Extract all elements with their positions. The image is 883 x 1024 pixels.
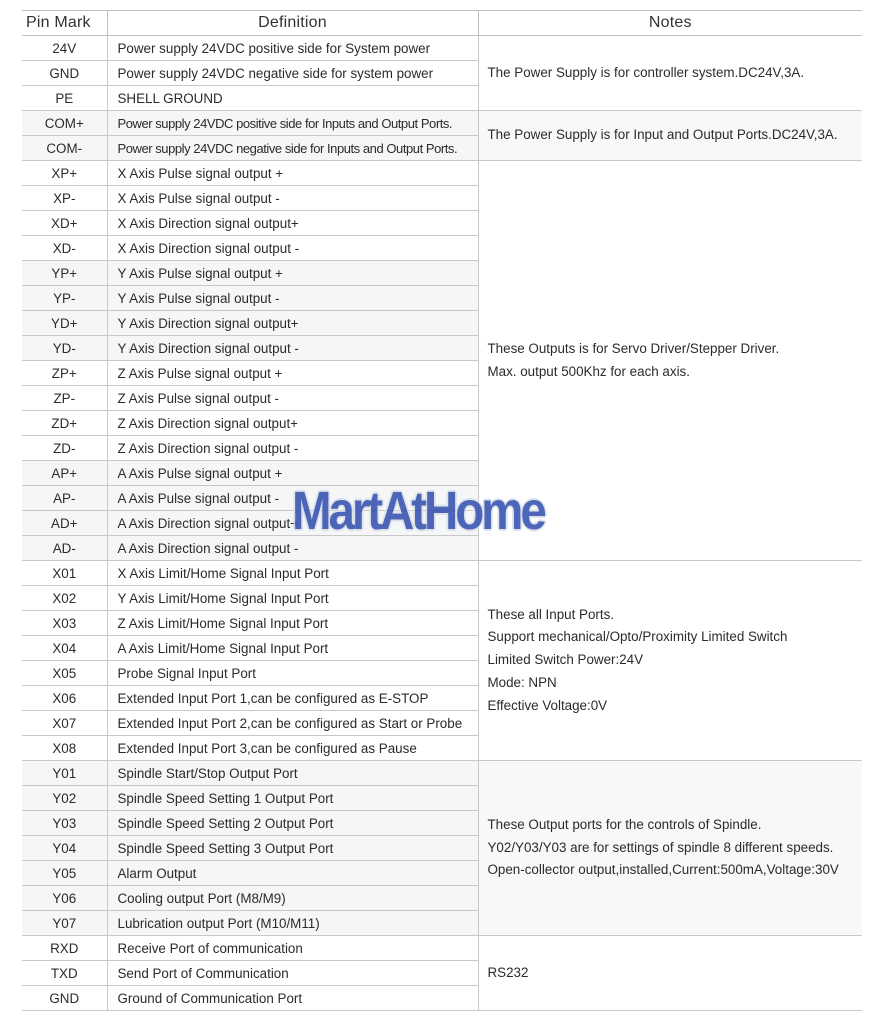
definition-cell: Z Axis Pulse signal output + xyxy=(107,361,478,386)
pin-mark-cell: TXD xyxy=(22,961,107,986)
pin-mark-cell: YP- xyxy=(22,286,107,311)
definition-cell: Y Axis Direction signal output - xyxy=(107,336,478,361)
table-body xyxy=(22,36,862,1011)
definition-cell: Y Axis Limit/Home Signal Input Port xyxy=(107,586,478,611)
pin-mark-cell: Y03 xyxy=(22,811,107,836)
note-line: The Power Supply is for controller system.DC24V,3A. xyxy=(487,64,805,80)
pin-mark-cell: GND xyxy=(22,986,107,1011)
pin-mark-cell: GND xyxy=(22,61,107,86)
pin-mark-cell: PE xyxy=(22,86,107,111)
pin-mark-cell: Y04 xyxy=(22,836,107,861)
pin-mark-cell: XP- xyxy=(22,186,107,211)
definition-cell: A Axis Pulse signal output + xyxy=(107,461,478,486)
pin-mark-cell: X07 xyxy=(22,711,107,736)
note-line: The Power Supply is for Input and Output Ports.DC24V,3A. xyxy=(487,127,838,143)
pin-mark-cell: XD- xyxy=(22,236,107,261)
definition-cell: Z Axis Pulse signal output - xyxy=(107,386,478,411)
table-row xyxy=(22,561,862,586)
definition-cell: X Axis Limit/Home Signal Input Port xyxy=(107,561,478,586)
notes-cell xyxy=(478,161,862,561)
pin-mark-cell: ZD- xyxy=(22,436,107,461)
pin-mark-cell: YD- xyxy=(22,336,107,361)
pin-mark-cell: X03 xyxy=(22,611,107,636)
pin-mark-cell: AP- xyxy=(22,486,107,511)
pin-mark-cell: ZD+ xyxy=(22,411,107,436)
definition-cell: Spindle Start/Stop Output Port xyxy=(107,761,478,786)
header-definition: Definition xyxy=(107,11,478,36)
note-line: These Output ports for the controls of Spindle. xyxy=(487,816,762,832)
definition-cell: X Axis Pulse signal output + xyxy=(107,161,478,186)
note-line: These Outputs is for Servo Driver/Stepper Driver. xyxy=(487,340,780,356)
header-pin-mark: Pin Mark xyxy=(22,11,107,36)
header-notes: Notes xyxy=(478,11,862,36)
table-row xyxy=(22,936,862,961)
note-line: RS232 xyxy=(487,964,529,980)
definition-cell: Extended Input Port 2,can be configured as Start or Probe xyxy=(107,711,478,736)
note-line: Y02/Y03/Y03 are for settings of spindle 8 different speeds. xyxy=(487,839,834,855)
pin-mark-cell: X01 xyxy=(22,561,107,586)
definition-cell: SHELL GROUND xyxy=(107,86,478,111)
definition-cell: Ground of Communication Port xyxy=(107,986,478,1011)
definition-cell: Y Axis Pulse signal output + xyxy=(107,261,478,286)
definition-cell: X Axis Pulse signal output - xyxy=(107,186,478,211)
notes-cell xyxy=(478,936,862,1011)
pin-mark-cell: Y01 xyxy=(22,761,107,786)
pin-mark-cell: XP+ xyxy=(22,161,107,186)
definition-cell: Z Axis Direction signal output - xyxy=(107,436,478,461)
note-line: Open-collector output,installed,Current:500mA,Voltage:30V xyxy=(487,862,839,878)
note-line: Mode: NPN xyxy=(487,674,557,690)
definition-cell: Extended Input Port 3,can be configured as Pause xyxy=(107,736,478,761)
pin-mark-cell: 24V xyxy=(22,36,107,61)
definition-cell: Z Axis Direction signal output+ xyxy=(107,411,478,436)
definition-cell: Receive Port of communication xyxy=(107,936,478,961)
pin-mark-cell: COM+ xyxy=(22,111,107,136)
definition-cell: Extended Input Port 1,can be configured as E-STOP xyxy=(107,686,478,711)
definition-cell: Y Axis Direction signal output+ xyxy=(107,311,478,336)
pin-mark-cell: AD- xyxy=(22,536,107,561)
definition-cell: A Axis Direction signal output - xyxy=(107,536,478,561)
note-line: Effective Voltage:0V xyxy=(487,697,608,713)
pin-mark-cell: X02 xyxy=(22,586,107,611)
pin-mark-cell: X04 xyxy=(22,636,107,661)
pin-definition-table xyxy=(22,10,862,1011)
definition-cell: Spindle Speed Setting 1 Output Port xyxy=(107,786,478,811)
table-row xyxy=(22,161,862,186)
definition-cell: X Axis Direction signal output+ xyxy=(107,211,478,236)
pin-mark-cell: Y02 xyxy=(22,786,107,811)
notes-cell xyxy=(478,761,862,936)
pin-mark-cell: Y06 xyxy=(22,886,107,911)
definition-cell: Z Axis Limit/Home Signal Input Port xyxy=(107,611,478,636)
table-row xyxy=(22,36,862,61)
definition-cell: A Axis Limit/Home Signal Input Port xyxy=(107,636,478,661)
notes-cell xyxy=(478,111,862,161)
definition-cell: Spindle Speed Setting 3 Output Port xyxy=(107,836,478,861)
definition-cell: Power supply 24VDC negative side for Inputs and Output Ports. xyxy=(107,136,478,161)
pin-mark-cell: ZP+ xyxy=(22,361,107,386)
definition-cell: Cooling output Port (M8/M9) xyxy=(107,886,478,911)
note-line: Max. output 500Khz for each axis. xyxy=(487,363,690,379)
definition-cell: Power supply 24VDC negative side for system power xyxy=(107,61,478,86)
pin-mark-cell: XD+ xyxy=(22,211,107,236)
pin-mark-cell: X08 xyxy=(22,736,107,761)
definition-cell: Lubrication output Port (M10/M11) xyxy=(107,911,478,936)
pin-mark-cell: Y05 xyxy=(22,861,107,886)
pin-mark-cell: AD+ xyxy=(22,511,107,536)
table-row xyxy=(22,761,862,786)
notes-cell xyxy=(478,561,862,761)
definition-cell: Send Port of Communication xyxy=(107,961,478,986)
pin-mark-cell: Y07 xyxy=(22,911,107,936)
table-row xyxy=(22,111,862,136)
pin-mark-cell: X06 xyxy=(22,686,107,711)
definition-cell: A Axis Pulse signal output - xyxy=(107,486,478,511)
pin-mark-cell: X05 xyxy=(22,661,107,686)
definition-cell: Power supply 24VDC positive side for Inputs and Output Ports. xyxy=(107,111,478,136)
table-header-row xyxy=(22,11,862,36)
definition-cell: Power supply 24VDC positive side for System power xyxy=(107,36,478,61)
definition-cell: X Axis Direction signal output - xyxy=(107,236,478,261)
watermark: MartAtHome xyxy=(292,481,544,541)
definition-cell: A Axis Direction signal output+ xyxy=(107,511,478,536)
notes-cell xyxy=(478,36,862,111)
pin-mark-cell: YP+ xyxy=(22,261,107,286)
pin-mark-cell: COM- xyxy=(22,136,107,161)
note-line: These all Input Ports. xyxy=(487,606,615,622)
pin-mark-cell: YD+ xyxy=(22,311,107,336)
note-line: Limited Switch Power:24V xyxy=(487,652,644,668)
pin-mark-cell: AP+ xyxy=(22,461,107,486)
definition-cell: Y Axis Pulse signal output - xyxy=(107,286,478,311)
pin-mark-cell: ZP- xyxy=(22,386,107,411)
definition-cell: Spindle Speed Setting 2 Output Port xyxy=(107,811,478,836)
definition-cell: Alarm Output xyxy=(107,861,478,886)
note-line: Support mechanical/Opto/Proximity Limited Switch xyxy=(487,629,788,645)
pin-mark-cell: RXD xyxy=(22,936,107,961)
definition-cell: Probe Signal Input Port xyxy=(107,661,478,686)
